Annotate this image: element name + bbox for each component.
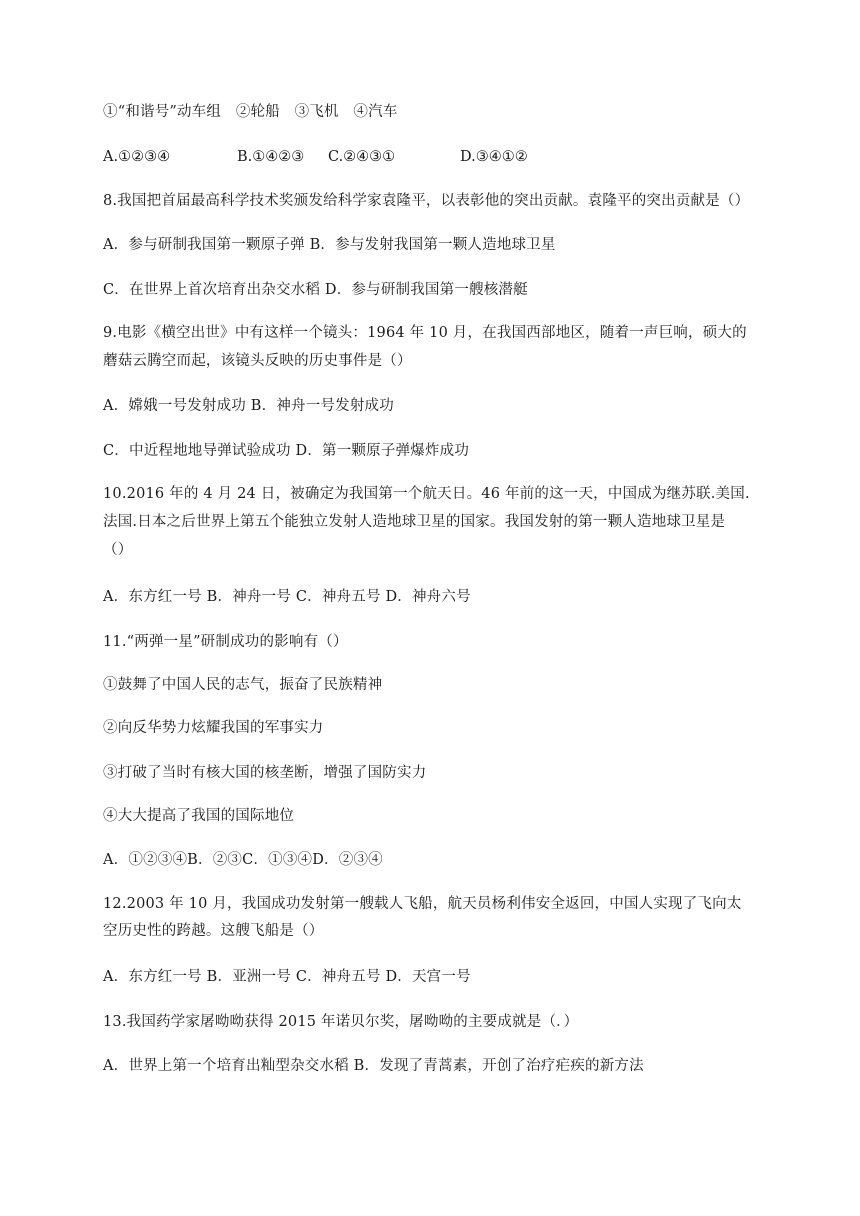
q7-option-d: D.③④①② — [460, 149, 528, 165]
q12-question-line1: 12.2003 年 10 月，我国成功发射第一艘载人飞船，航天员杨利伟安全返回，中国人实现了飞向太 — [103, 896, 742, 912]
q7-option-a: A.①②③④ — [103, 149, 171, 165]
q11-options: A．①②③④B．②③C．①③④D．②③④ — [103, 852, 383, 868]
q9-question-line2: 蘑菇云腾空而起，该镜头反映的历史事件是（） — [103, 353, 412, 369]
q8-options-ab: A．参与研制我国第一颗原子弹 B．参与发射我国第一颗人造地球卫星 — [103, 237, 556, 253]
q7-option-c: C.②④③① — [328, 149, 396, 165]
q12-options: A．东方红一号 B．亚洲一号 C．神舟五号 D．天宫一号 — [103, 969, 471, 985]
q7-option-b: B.①④②③ — [237, 149, 305, 165]
q10-question-line1: 10.2016 年的 4 月 24 日，被确定为我国第一个航天日。46 年前的这一天，中国成为继苏联.美国. — [103, 486, 750, 502]
q8-options-cd: C．在世界上首次培育出杂交水稻 D．参与研制我国第一艘核潜艇 — [103, 282, 528, 298]
q12-question-line2: 空历史性的跨越。这艘飞船是（） — [103, 923, 324, 939]
q8-question: 8.我国把首届最高科学技术奖颁发给科学家袁隆平，以表彰他的突出贡献。袁隆平的突出贡献是（） — [103, 193, 750, 209]
q9-question-line1: 9.电影《横空出世》中有这样一个镜头：1964 年 10 月，在我国西部地区，随着一声巨响，硕大的 — [103, 325, 747, 341]
q11-item-3: ③打破了当时有核大国的核垄断，增强了国防实力 — [103, 765, 427, 781]
q7-items: ①“和谐号”动车组 ②轮船 ③飞机 ④汽车 — [103, 104, 398, 120]
q11-item-2: ②向反华势力炫耀我国的军事实力 — [103, 720, 324, 736]
q10-question-line3: （） — [103, 542, 133, 558]
q10-options: A．东方红一号 B．神舟一号 C．神舟五号 D．神舟六号 — [103, 589, 471, 605]
q13-question: 13.我国药学家屠呦呦获得 2015 年诺贝尔奖，屠呦呦的主要成就是（．） — [103, 1014, 579, 1030]
q13-options-ab: A．世界上第一个培育出籼型杂交水稻 B．发现了青蒿素，开创了治疗疟疾的新方法 — [103, 1058, 644, 1074]
q9-options-cd: C．中近程地地导弹试验成功 D．第一颗原子弹爆炸成功 — [103, 443, 470, 459]
q11-item-1: ①鼓舞了中国人民的志气，振奋了民族精神 — [103, 677, 383, 693]
q11-question: 11.“两弹一星”研制成功的影响有（） — [103, 634, 348, 650]
q9-options-ab: A．嫦娥一号发射成功 B．神舟一号发射成功 — [103, 398, 394, 414]
q11-item-4: ④大大提高了我国的国际地位 — [103, 808, 295, 824]
q10-question-line2: 法国.日本之后世界上第五个能独立发射人造地球卫星的国家。我国发射的第一颗人造地球卫星是 — [103, 514, 726, 530]
